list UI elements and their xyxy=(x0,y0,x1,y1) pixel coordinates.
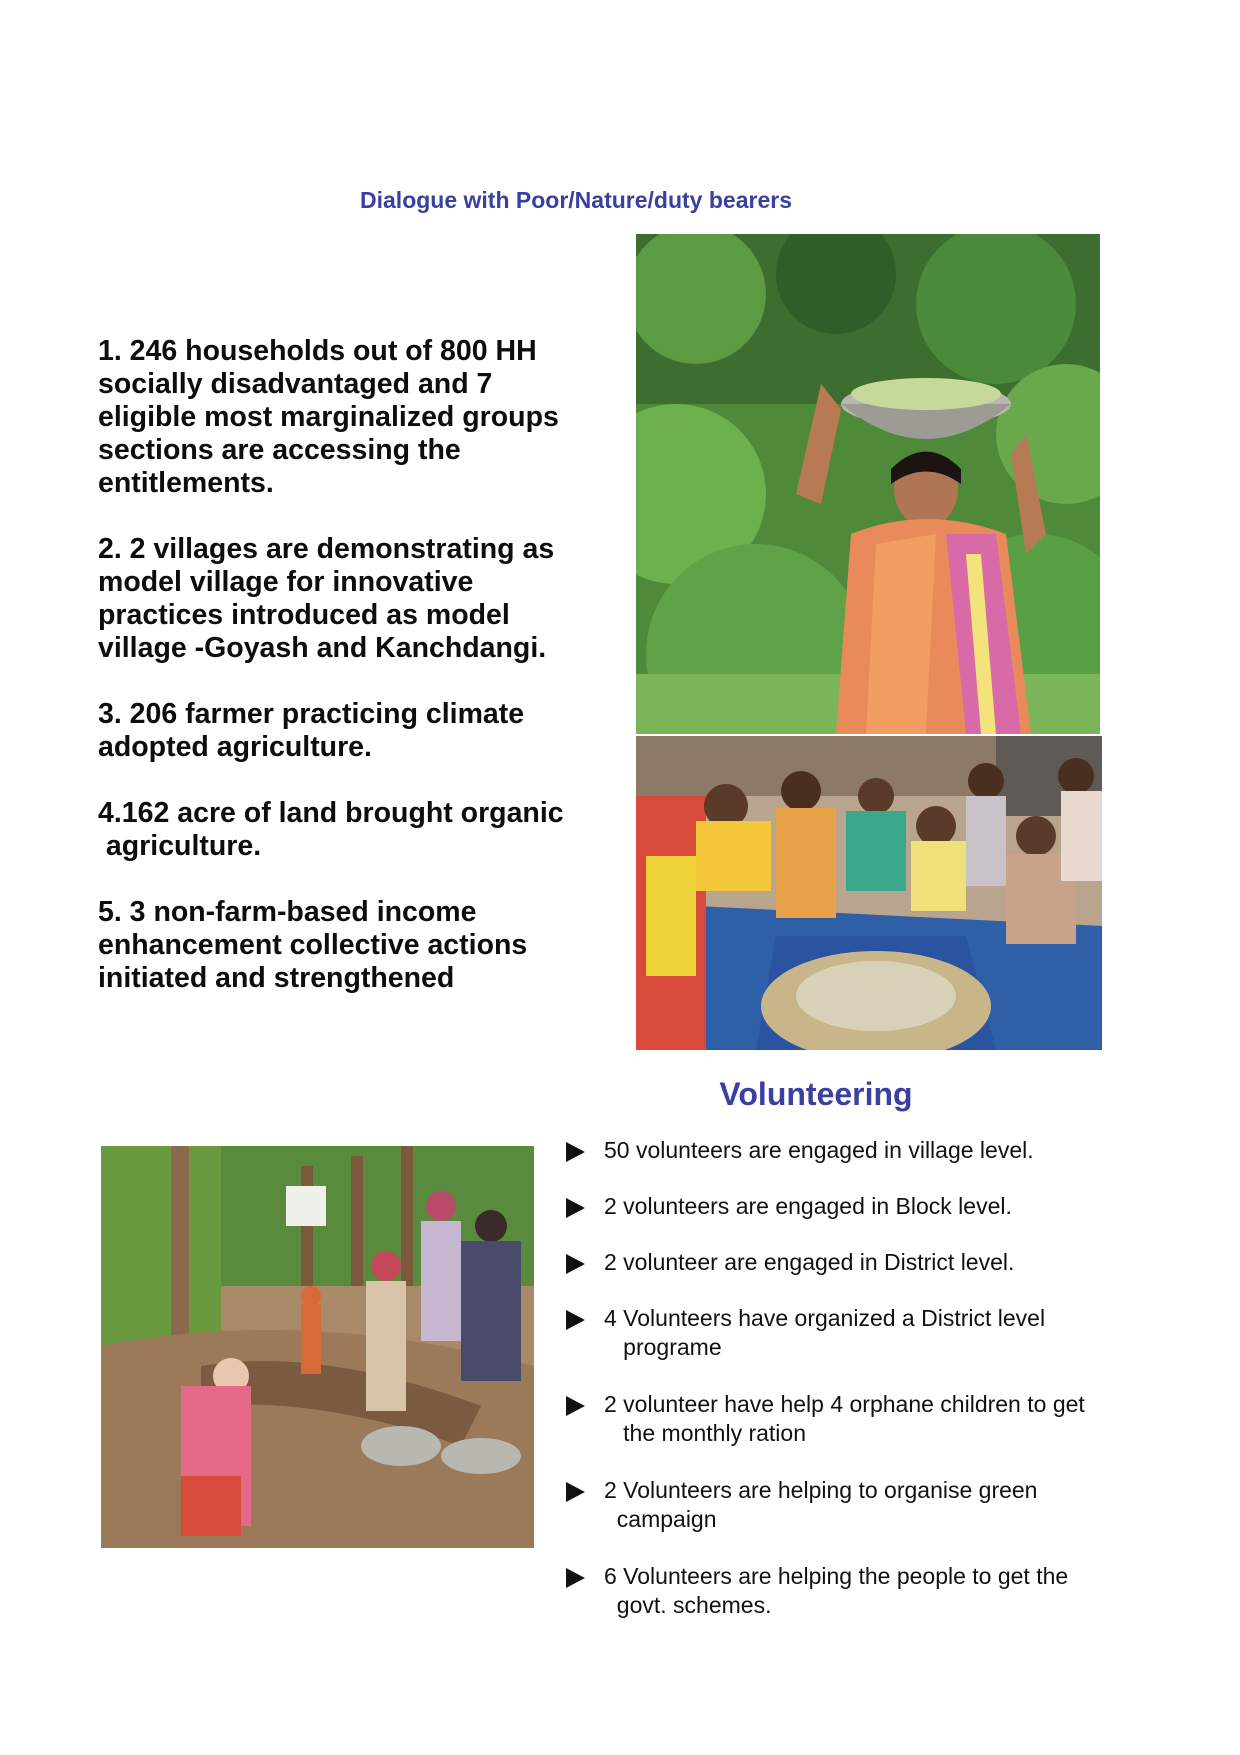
outcome-item: 2. 2 villages are demonstrating as model village for innovative practices introduced as model village -Goyash and Kanchdangi. xyxy=(98,533,555,664)
volunteer-item-text: 2 volunteers are engaged in Block level. xyxy=(604,1193,1012,1219)
arrow-bullet-icon xyxy=(566,1142,585,1162)
volunteer-item xyxy=(566,1304,1166,1362)
photo-group-activity xyxy=(636,736,1102,1050)
arrow-bullet-icon xyxy=(566,1198,585,1218)
outcome-item: 3. 206 farmer practicing climate adopted agriculture. xyxy=(98,698,525,763)
volunteer-item-text: 50 volunteers are engaged in village level. xyxy=(604,1137,1034,1163)
volunteer-item xyxy=(566,1562,1166,1620)
volunteer-item-text: 4 Volunteers have organized a District level programe xyxy=(604,1305,1046,1360)
volunteering-list xyxy=(566,1136,1166,1620)
volunteer-item-text: 2 Volunteers are helping to organise green campaign xyxy=(604,1477,1038,1532)
arrow-bullet-icon xyxy=(566,1396,585,1416)
volunteer-item xyxy=(566,1136,1166,1165)
volunteering-title: Volunteering xyxy=(719,1076,913,1112)
volunteer-item xyxy=(566,1248,1166,1277)
photo-woman-carrying-basin xyxy=(636,234,1100,734)
volunteer-item-text: 2 volunteer have help 4 orphane children to get the monthly ration xyxy=(604,1391,1085,1446)
volunteer-item xyxy=(566,1476,1166,1534)
page-heading: Dialogue with Poor/Nature/duty bearers xyxy=(360,187,792,213)
outcome-item: 5. 3 non-farm-based income enhancement collective actions initiated and strengthened xyxy=(98,896,528,994)
photo-field-work xyxy=(101,1146,534,1548)
arrow-bullet-icon xyxy=(566,1310,585,1330)
volunteer-item xyxy=(566,1192,1166,1221)
outcomes-list xyxy=(98,335,628,1028)
arrow-bullet-icon xyxy=(566,1482,585,1502)
volunteer-item-text: 6 Volunteers are helping the people to get the govt. schemes. xyxy=(604,1563,1069,1618)
outcome-item: 4.162 acre of land brought organic agriculture. xyxy=(98,797,564,862)
volunteer-item-text: 2 volunteer are engaged in District level. xyxy=(604,1249,1015,1275)
volunteer-item xyxy=(566,1390,1166,1448)
outcome-item: 1. 246 households out of 800 HH socially disadvantaged and 7 eligible most marginalized groups sections are accessing the entitlements. xyxy=(98,335,559,499)
arrow-bullet-icon xyxy=(566,1254,585,1274)
arrow-bullet-icon xyxy=(566,1568,585,1588)
